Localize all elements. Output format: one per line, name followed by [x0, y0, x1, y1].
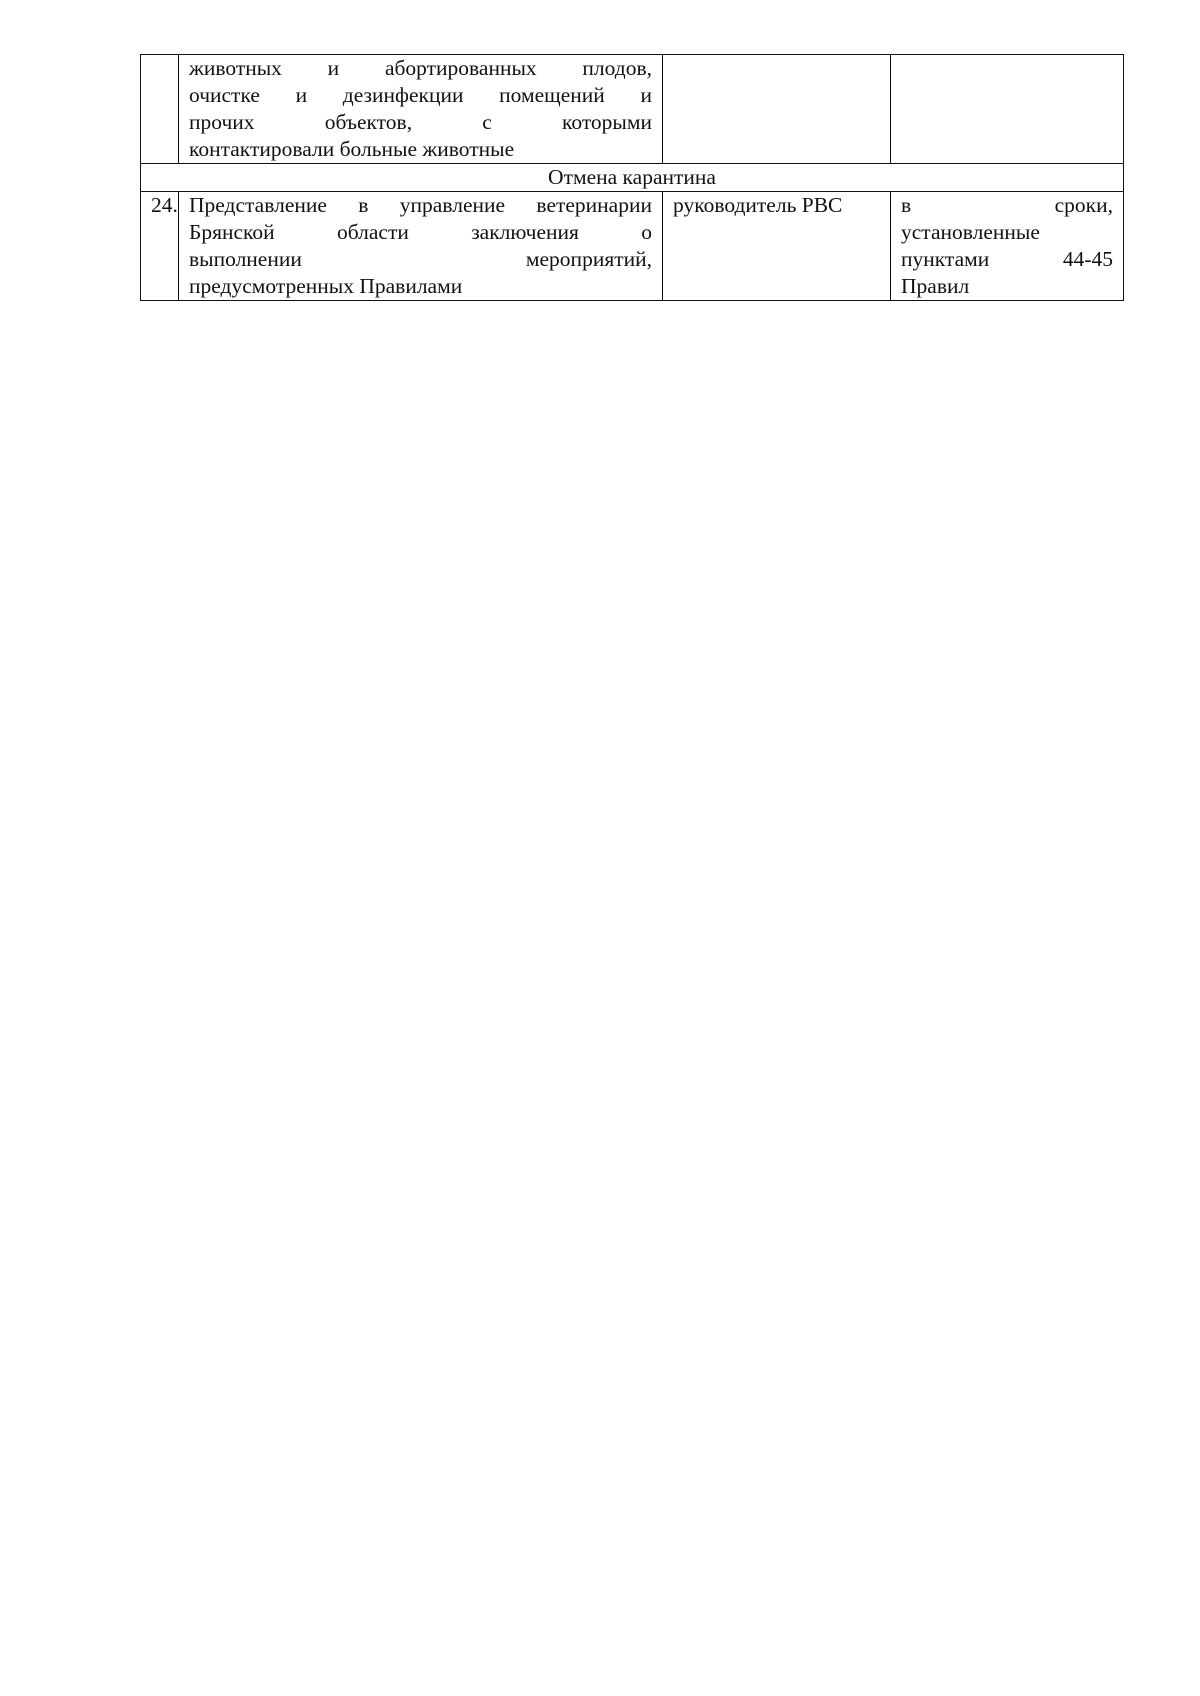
description-line: Представление в управление ветеринарии: [189, 193, 652, 217]
measure-description-cell: [179, 192, 663, 301]
description-line: очистке и дезинфекции помещений и: [189, 83, 652, 107]
description-line: прочих объектов, с которыми: [189, 110, 652, 134]
measures-table: [140, 54, 1124, 301]
description-line: Брянской области заключения о: [189, 220, 652, 244]
table-row: [141, 55, 1124, 164]
deadline-line: в сроки,: [901, 193, 1113, 217]
description-line: контактировали больные животные: [189, 137, 515, 161]
description-line: предусмотренных Правилами: [189, 274, 463, 298]
responsible-cell: [663, 55, 891, 164]
description-line: выполнении мероприятий,: [189, 247, 652, 271]
row-number-cell: [141, 55, 179, 164]
deadline-line: установленные: [901, 220, 1040, 244]
document-page: [140, 54, 1120, 301]
row-number-cell: 24.: [141, 192, 179, 301]
section-header-row: [141, 164, 1124, 192]
section-header: Отмена карантина: [141, 164, 1124, 192]
responsible-cell: руководитель РВС: [663, 192, 891, 301]
table-row: [141, 192, 1124, 301]
deadline-line: Правил: [901, 274, 970, 298]
deadline-line: пунктами 44-45: [901, 247, 1113, 271]
deadline-cell: [891, 192, 1124, 301]
description-line: животных и абортированных плодов,: [189, 56, 652, 80]
deadline-cell: [891, 55, 1124, 164]
measure-description-cell: [179, 55, 663, 164]
